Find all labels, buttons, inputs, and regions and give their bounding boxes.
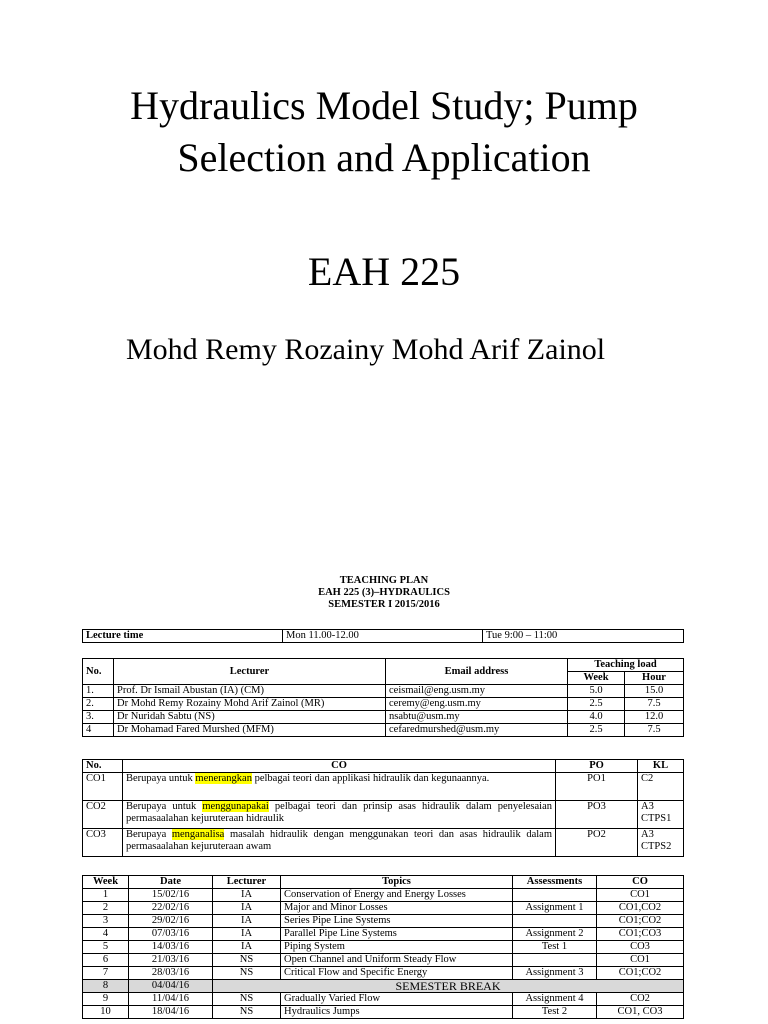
teaching-plan-heading	[0, 575, 768, 611]
lecturer-week: 2.5	[568, 724, 625, 737]
co-row	[83, 773, 684, 801]
schedule-assessment	[513, 954, 597, 967]
course-code: EAH 225	[307, 249, 461, 294]
schedule-assessment: Assignment 2	[513, 928, 597, 941]
schedule-topic: Conservation of Energy and Energy Losses	[281, 889, 513, 902]
schedule-date: 21/03/16	[129, 954, 213, 967]
schedule-row	[83, 993, 684, 1006]
author-name: Mohd Remy Rozainy Mohd Arif Zainol	[126, 333, 606, 366]
co-kl-primary: A3	[641, 829, 654, 840]
co-highlight-verb: menganalisa	[171, 829, 225, 840]
lecturer-name: Dr Mohd Remy Rozainy Mohd Arif Zainol (MR)	[114, 698, 386, 711]
schedule-week: 5	[83, 941, 129, 954]
co-header-co: CO	[123, 760, 556, 773]
schedule-topic: Gradually Varied Flow	[281, 993, 513, 1006]
schedule-assessment: Assignment 3	[513, 967, 597, 980]
schedule-row	[83, 1006, 684, 1019]
co-text-pre: Berupaya untuk	[126, 801, 203, 812]
co-text-pre: Berupaya	[126, 829, 172, 840]
lecturer-header-name: Lecturer	[114, 659, 386, 685]
schedule-week: 8	[83, 980, 129, 993]
lecturer-week: 5.0	[568, 685, 625, 698]
schedule-header-week: Week	[83, 876, 129, 889]
lecturer-name: Dr Mohamad Fared Murshed (MFM)	[114, 724, 386, 737]
plan-heading-line-2: EAH 225 (3)–HYDRAULICS	[318, 587, 450, 598]
lecturer-header-load: Teaching load	[568, 659, 684, 672]
schedule-header-assessments: Assessments	[513, 876, 597, 889]
schedule-date: 07/03/16	[129, 928, 213, 941]
co-kl-primary: A3	[641, 801, 654, 812]
schedule-date: 28/03/16	[129, 967, 213, 980]
schedule-topic: Open Channel and Uniform Steady Flow	[281, 954, 513, 967]
schedule-topic: Major and Minor Losses	[281, 902, 513, 915]
schedule-assessment	[513, 889, 597, 902]
co-po: PO1	[556, 773, 638, 801]
schedule-row	[83, 954, 684, 967]
schedule-co: CO1;CO2	[597, 967, 684, 980]
lecturer-hour: 12.0	[625, 711, 684, 724]
weekly-schedule-table	[82, 875, 684, 1019]
schedule-lecturer: IA	[213, 889, 281, 902]
lecturer-email: ceremy@eng.usm.my	[386, 698, 568, 711]
schedule-lecturer: IA	[213, 915, 281, 928]
document-title	[60, 80, 708, 184]
schedule-topic: Piping System	[281, 941, 513, 954]
co-highlight-verb: menerangkan	[195, 773, 252, 784]
co-description	[123, 829, 556, 857]
co-no: CO1	[83, 773, 123, 801]
schedule-header-topics: Topics	[281, 876, 513, 889]
lecturer-name: Prof. Dr Ismail Abustan (IA) (CM)	[114, 685, 386, 698]
lecturer-email: ceismail@eng.usm.my	[386, 685, 568, 698]
co-header-no: No.	[83, 760, 123, 773]
lecturer-hour: 15.0	[625, 685, 684, 698]
lecture-time-label: Lecture time	[83, 630, 283, 643]
schedule-assessment: Test 1	[513, 941, 597, 954]
schedule-co: CO1;CO3	[597, 928, 684, 941]
schedule-assessment: Assignment 4	[513, 993, 597, 1006]
lecturer-no: 4	[83, 724, 114, 737]
schedule-date: 18/04/16	[129, 1006, 213, 1019]
course-outcome-table	[82, 759, 684, 857]
schedule-co: CO3	[597, 941, 684, 954]
semester-break-row	[83, 980, 684, 993]
schedule-lecturer: IA	[213, 928, 281, 941]
schedule-topic: Series Pipe Line Systems	[281, 915, 513, 928]
lecture-time-table	[82, 629, 684, 643]
schedule-lecturer: NS	[213, 993, 281, 1006]
co-no: CO3	[83, 829, 123, 857]
schedule-lecturer: NS	[213, 1006, 281, 1019]
schedule-week: 1	[83, 889, 129, 902]
schedule-week: 6	[83, 954, 129, 967]
lecturer-hour: 7.5	[625, 698, 684, 711]
schedule-topic: Parallel Pipe Line Systems	[281, 928, 513, 941]
schedule-lecturer: NS	[213, 954, 281, 967]
schedule-date: 15/02/16	[129, 889, 213, 902]
schedule-co: CO1	[597, 889, 684, 902]
lecturer-name: Dr Nuridah Sabtu (NS)	[114, 711, 386, 724]
lecturer-header-hour: Hour	[625, 672, 684, 685]
co-description	[123, 801, 556, 829]
schedule-row	[83, 889, 684, 902]
lecturer-row	[83, 724, 684, 737]
co-kl	[638, 829, 684, 857]
schedule-topic: Critical Flow and Specific Energy	[281, 967, 513, 980]
schedule-week: 7	[83, 967, 129, 980]
lecturer-week: 4.0	[568, 711, 625, 724]
lecturer-no: 1.	[83, 685, 114, 698]
title-line-2: Selection and Application	[177, 135, 591, 180]
lecturer-week: 2.5	[568, 698, 625, 711]
schedule-header-date: Date	[129, 876, 213, 889]
schedule-date: 29/02/16	[129, 915, 213, 928]
schedule-topic: Hydraulics Jumps	[281, 1006, 513, 1019]
schedule-row	[83, 902, 684, 915]
schedule-week: 10	[83, 1006, 129, 1019]
lecture-time-slot-1: Mon 11.00-12.00	[283, 630, 483, 643]
co-row	[83, 801, 684, 829]
lecturer-row	[83, 685, 684, 698]
schedule-lecturer: IA	[213, 941, 281, 954]
schedule-lecturer: NS	[213, 967, 281, 980]
lecture-time-slot-2: Tue 9:00 – 11:00	[483, 630, 684, 643]
co-description	[123, 773, 556, 801]
lecturer-header-email: Email address	[386, 659, 568, 685]
schedule-row	[83, 967, 684, 980]
co-text-post: masalah hidraulik dengan menggunakan teori dan asas hidraulik dalam permasaalahan kejuruteraan awam	[126, 829, 552, 852]
co-no: CO2	[83, 801, 123, 829]
co-kl	[638, 773, 684, 801]
plan-heading-line-3: SEMESTER I 2015/2016	[328, 599, 440, 610]
co-header-kl: KL	[638, 760, 684, 773]
schedule-date: 14/03/16	[129, 941, 213, 954]
schedule-week: 9	[83, 993, 129, 1006]
co-header-po: PO	[556, 760, 638, 773]
schedule-co: CO1;CO2	[597, 915, 684, 928]
schedule-row	[83, 941, 684, 954]
lecturer-hour: 7.5	[625, 724, 684, 737]
co-highlight-verb: menggunapakai	[202, 801, 269, 812]
schedule-date: 22/02/16	[129, 902, 213, 915]
semester-break-label: SEMESTER BREAK	[213, 980, 684, 993]
plan-heading-line-1: TEACHING PLAN	[339, 575, 429, 586]
schedule-header-co: CO	[597, 876, 684, 889]
co-kl-secondary: CTPS1	[641, 813, 672, 824]
schedule-co: CO2	[597, 993, 684, 1006]
title-line-1: Hydraulics Model Study; Pump	[130, 83, 638, 128]
schedule-row	[83, 915, 684, 928]
lecturer-email: nsabtu@usm.my	[386, 711, 568, 724]
schedule-date: 11/04/16	[129, 993, 213, 1006]
schedule-lecturer: IA	[213, 902, 281, 915]
co-po: PO2	[556, 829, 638, 857]
lecturer-table	[82, 658, 684, 737]
schedule-assessment: Assignment 1	[513, 902, 597, 915]
co-kl-primary: C2	[641, 773, 654, 784]
lecturer-header-week: Week	[568, 672, 625, 685]
schedule-co: CO1,CO2	[597, 902, 684, 915]
lecturer-no: 2.	[83, 698, 114, 711]
schedule-co: CO1, CO3	[597, 1006, 684, 1019]
schedule-week: 3	[83, 915, 129, 928]
co-text-pre: Berupaya untuk	[126, 773, 196, 784]
lecturer-no: 3.	[83, 711, 114, 724]
co-text-post: pelbagai teori dan applikasi hidraulik dan kegunaannya.	[251, 773, 490, 784]
schedule-week: 4	[83, 928, 129, 941]
schedule-header-lecturer: Lecturer	[213, 876, 281, 889]
schedule-row	[83, 928, 684, 941]
co-text-post: pelbagai teori dan prinsip asas hidraulik dalam penyelesaian permasaalahan kejuruteraan hidraulik	[126, 801, 552, 824]
schedule-assessment	[513, 915, 597, 928]
co-row	[83, 829, 684, 857]
co-po: PO3	[556, 801, 638, 829]
lecturer-row	[83, 698, 684, 711]
co-kl-secondary: CTPS2	[641, 841, 672, 852]
co-kl	[638, 801, 684, 829]
lecturer-email: cefaredmurshed@usm.my	[386, 724, 568, 737]
schedule-assessment: Test 2	[513, 1006, 597, 1019]
lecturer-header-no: No.	[83, 659, 114, 685]
schedule-date: 04/04/16	[129, 980, 213, 993]
lecturer-row	[83, 711, 684, 724]
schedule-co: CO1	[597, 954, 684, 967]
schedule-week: 2	[83, 902, 129, 915]
